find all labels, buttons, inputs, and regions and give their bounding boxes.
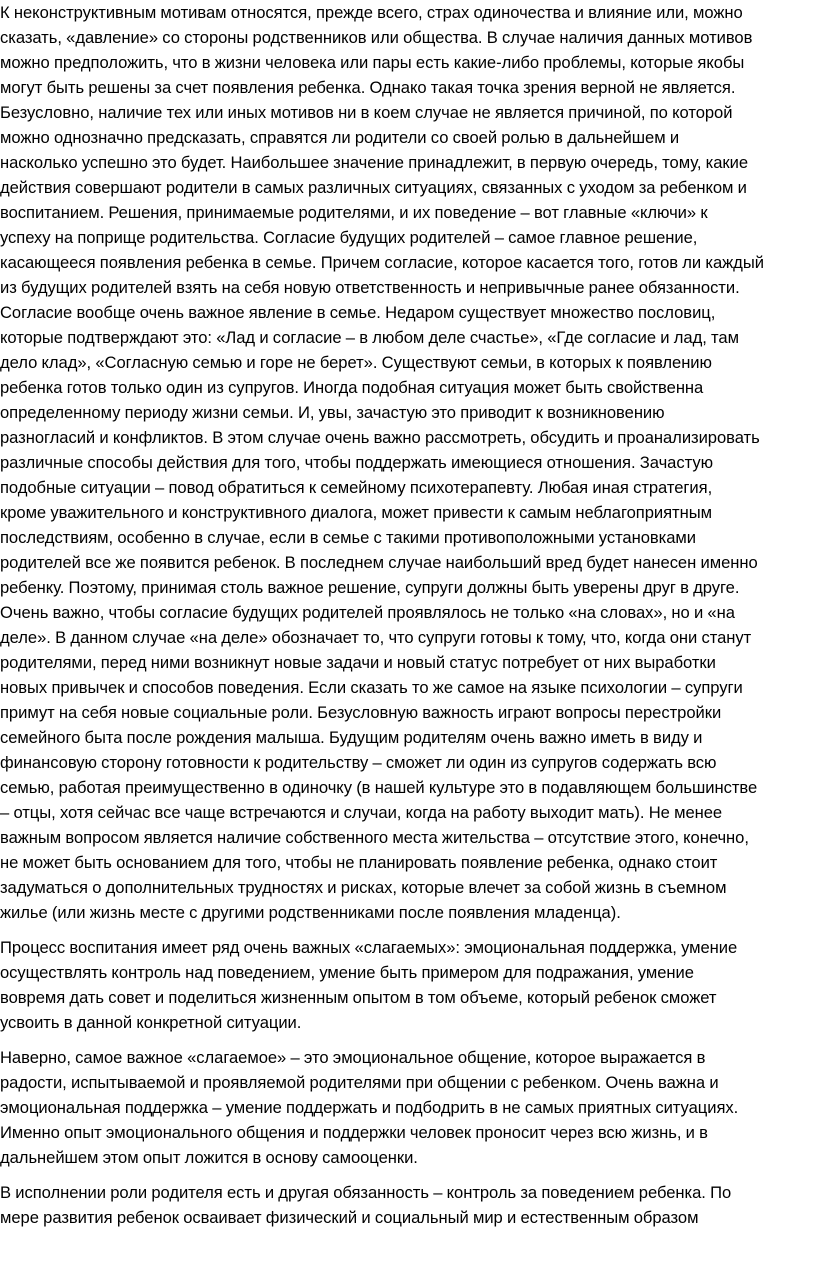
- text-line: действия совершают родители в самых различных ситуациях, связанных с уходом за ребенком и: [0, 178, 747, 197]
- text-line: которые подтверждают это: «Лад и согласие – в любом деле счастье», «Где согласие и лад, там: [0, 328, 739, 347]
- paragraph: [0, 1180, 812, 1230]
- text-line: воспитанием. Решения, принимаемые родителями, и их поведение – вот главные «ключи» к: [0, 203, 708, 222]
- text-line: – отцы, хотя сейчас все чаще встречаются и случаи, когда на работу выходит мать). Не менее: [0, 803, 723, 822]
- text-line: различные способы действия для того, чтобы поддержать имеющиеся отношения. Зачастую: [0, 453, 713, 472]
- text-line: дальнейшем этом опыт ложится в основу самооценки.: [0, 1148, 418, 1167]
- text-line: финансовую сторону готовности к родительству – сможет ли один из супругов содержать всю: [0, 753, 717, 772]
- text-line: Именно опыт эмоционального общения и поддержки человек проносит через всю жизнь, и в: [0, 1123, 708, 1142]
- text-line: жилье (или жизнь месте с другими родственниками после появления младенца).: [0, 903, 621, 922]
- text-line: деле». В данном случае «на деле» обозначает то, что супруги готовы к тому, что, когда они станут: [0, 628, 752, 647]
- text-line: можно предположить, что в жизни человека или пары есть какие-либо проблемы, которые якобы: [0, 53, 745, 72]
- text-line: примут на себя новые социальные роли. Безусловную важность играют вопросы перестройки: [0, 703, 722, 722]
- text-line: осуществлять контроль над поведением, умение быть примером для подражания, умение: [0, 963, 694, 982]
- paragraph: [0, 1045, 812, 1170]
- text-line: определенному периоду жизни семьи. И, увы, зачастую это приводит к возникновению: [0, 403, 665, 422]
- text-line: семью, работая преимущественно в одиночку (в нашей культуре это в подавляющем большинстве: [0, 778, 758, 797]
- text-line: ребенку. Поэтому, принимая столь важное решение, супруги должны быть уверены друг в друге.: [0, 578, 740, 597]
- text-line: мере развития ребенок осваивает физический и социальный мир и естественным образом: [0, 1208, 699, 1227]
- text-line: кроме уважительного и конструктивного диалога, может привести к самым неблагоприятным: [0, 503, 712, 522]
- text-line: вовремя дать совет и поделиться жизненным опытом в том объеме, который ребенок сможет: [0, 988, 717, 1007]
- text-line: ребенка готов только один из супругов. Иногда подобная ситуация может быть свойственна: [0, 378, 704, 397]
- text-line: могут быть решены за счет появления ребенка. Однако такая точка зрения верной не является.: [0, 78, 736, 97]
- text-line: новых привычек и способов поведения. Если сказать то же самое на языке психологии – супруги: [0, 678, 743, 697]
- text-line: успеху на поприще родительства. Согласие будущих родителей – самое главное решение,: [0, 228, 698, 247]
- text-line: не может быть основанием для того, чтобы не планировать появление ребенка, однако стоит: [0, 853, 718, 872]
- text-line: разногласий и конфликтов. В этом случае очень важно рассмотреть, обсудить и проанализировать: [0, 428, 760, 447]
- text-line: Согласие вообще очень важное явление в семье. Недаром существует множество пословиц,: [0, 303, 716, 322]
- text-line: сказать, «давление» со стороны родственников или общества. В случае наличия данных мотивов: [0, 28, 753, 47]
- text-line: из будущих родителей взять на себя новую ответственность и непривычные ранее обязанности.: [0, 278, 740, 297]
- text-line: подобные ситуации – повод обратиться к семейному психотерапевту. Любая иная стратегия,: [0, 478, 713, 497]
- text-line: дело клад», «Согласную семью и горе не берет». Существуют семьи, в которых к появлению: [0, 353, 712, 372]
- text-line: эмоциональная поддержка – умение поддержать и подбодрить в не самых приятных ситуациях.: [0, 1098, 739, 1117]
- text-line: Безусловно, наличие тех или иных мотивов ни в коем случае не является причиной, по которой: [0, 103, 733, 122]
- text-line: В исполнении роли родителя есть и другая обязанность – контроль за поведением ребенка. По: [0, 1183, 732, 1202]
- text-line: усвоить в данной конкретной ситуации.: [0, 1013, 302, 1032]
- text-line: можно однозначно предсказать, справятся ли родители со своей ролью в дальнейшем и: [0, 128, 680, 147]
- text-line: родителей все же появится ребенок. В последнем случае наибольший вред будет нанесен именно: [0, 553, 758, 572]
- text-line: Очень важно, чтобы согласие будущих родителей проявлялось не только «на словах», но и «на: [0, 603, 735, 622]
- text-line: К неконструктивным мотивам относятся, прежде всего, страх одиночества и влияние или, можно: [0, 3, 743, 22]
- text-line: касающееся появления ребенка в семье. Причем согласие, которое касается того, готов ли каждый: [0, 253, 764, 272]
- text-line: Наверно, самое важное «слагаемое» – это эмоциональное общение, которое выражается в: [0, 1048, 706, 1067]
- text-line: задуматься о дополнительных трудностях и рисках, которые влечет за собой жизнь в съемном: [0, 878, 727, 897]
- text-line: последствиям, особенно в случае, если в семье с такими противоположными установками: [0, 528, 696, 547]
- paragraph: [0, 935, 812, 1035]
- text-line: насколько успешно это будет. Наибольшее значение принадлежит, в первую очередь, тому, какие: [0, 153, 749, 172]
- text-line: Процесс воспитания имеет ряд очень важных «слагаемых»: эмоциональная поддержка, умение: [0, 938, 738, 957]
- text-line: важным вопросом является наличие собственного места жительства – отсутствие этого, конечно,: [0, 828, 749, 847]
- text-line: родителями, перед ними возникнут новые задачи и новый статус потребует от них выработки: [0, 653, 716, 672]
- text-line: радости, испытываемой и проявляемой родителями при общении с ребенком. Очень важна и: [0, 1073, 719, 1092]
- text-line: семейного быта после рождения малыша. Будущим родителям очень важно иметь в виду и: [0, 728, 703, 747]
